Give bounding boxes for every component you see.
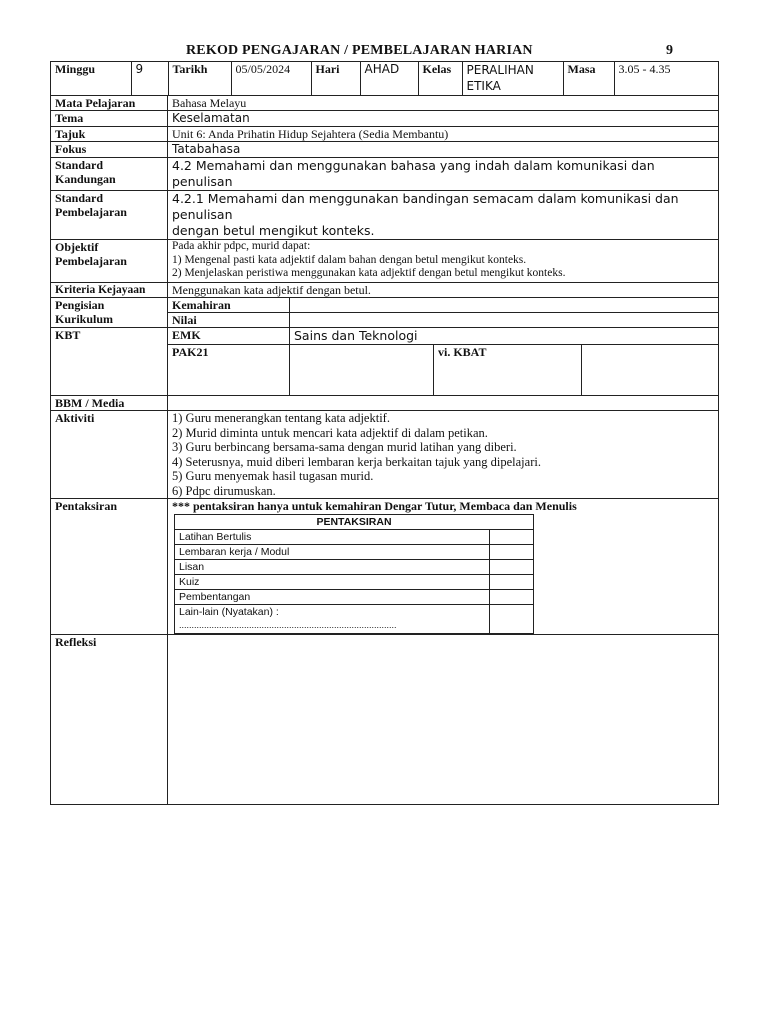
pentaksiran-note: *** pentaksiran hanya untuk kemahiran Dengar Tutur, Membaca dan Menulis [172, 499, 577, 513]
assessment-checkbox[interactable] [490, 575, 534, 590]
masa-value: 3.05 - 4.35 [614, 62, 719, 95]
pentaksiran-value [168, 499, 719, 635]
standard-pembelajaran-line-2: dengan betul mengikut konteks. [172, 223, 375, 238]
minggu-label: Minggu [51, 62, 131, 95]
aktiviti-item: 3) Guru berbincang bersama-sama dengan murid latihan yang diberi. [172, 440, 517, 454]
bbm-label: BBM / Media [51, 396, 168, 411]
hari-value: AHAD [360, 62, 418, 95]
pengisian-label [51, 298, 168, 328]
refleksi-value [168, 635, 719, 805]
objektif-item: 1) Mengenal pasti kata adjektif dalam bahan dengan betul mengikut konteks. [172, 253, 527, 266]
standard-pembelajaran-label-line-1: Standard [55, 191, 104, 205]
kelas-value [462, 62, 563, 95]
assessment-checkbox[interactable] [490, 530, 534, 545]
standard-pembelajaran-value [168, 191, 719, 240]
assessment-item: Lembaran kerja / Modul [175, 545, 490, 560]
assessment-item-lain-lain [175, 605, 490, 634]
pengisian-label-line-2: Kurikulum [55, 312, 114, 326]
bbm-value [168, 396, 719, 411]
standard-kandungan-label [51, 158, 168, 191]
lesson-record-table [50, 61, 719, 805]
objektif-intro: Pada akhir pdpc, murid dapat: [172, 240, 311, 252]
tema-value: Keselamatan [168, 111, 719, 127]
pentaksiran-table [174, 514, 534, 634]
kbt-label: KBT [51, 328, 168, 396]
kelas-label: Kelas [418, 62, 462, 95]
standard-pembelajaran-line-1: 4.2.1 Memahami dan menggunakan bandingan semacam dalam komunikasi dan penulisan [172, 191, 679, 222]
standard-kandungan-label-line-1: Standard [55, 158, 104, 172]
objektif-label [51, 240, 168, 283]
mata-pelajaran-label: Mata Pelajaran [51, 96, 168, 111]
standard-pembelajaran-label [51, 191, 168, 240]
pengisian-label-line-1: Pengisian [55, 298, 105, 312]
tajuk-label: Tajuk [51, 127, 168, 142]
assessment-item: Pembentangan [175, 590, 490, 605]
objektif-item: 2) Menjelaskan peristiwa menggunakan kata adjektif dengan betul mengikut konteks. [172, 267, 566, 279]
nilai-label: Nilai [168, 313, 290, 328]
aktiviti-item: 5) Guru menyemak hasil tugasan murid. [172, 469, 374, 483]
masa-label: Masa [563, 62, 614, 95]
refleksi-label: Refleksi [51, 635, 168, 805]
emk-label: EMK [168, 328, 290, 345]
kbat-value [582, 345, 719, 396]
tema-label: Tema [51, 111, 168, 127]
lain-lain-dots: ....................................................................................... [179, 620, 397, 630]
assessment-checkbox[interactable] [490, 605, 534, 634]
aktiviti-item: 6) Pdpc dirumuskan. [172, 483, 276, 498]
aktiviti-value [168, 411, 719, 499]
week-number: 9 [666, 43, 673, 58]
document-title: REKOD PENGAJARAN / PEMBELAJARAN HARIAN [186, 43, 533, 58]
kelas-value-line-2: ETIKA [466, 79, 501, 93]
objektif-label-line-2: Pembelajaran [55, 254, 127, 268]
aktiviti-item: 4) Seterusnya, muid diberi lembaran kerja berkaitan tajuk yang dipelajari. [172, 454, 541, 469]
tarikh-value: 05/05/2024 [231, 62, 311, 95]
assessment-checkbox[interactable] [490, 560, 534, 575]
aktiviti-item: 1) Guru menerangkan tentang kata adjektif. [172, 411, 390, 425]
fokus-label: Fokus [51, 142, 168, 158]
hari-label: Hari [311, 62, 360, 95]
minggu-value: 9 [131, 62, 168, 95]
objektif-value [168, 240, 719, 283]
fokus-value: Tatabahasa [168, 142, 719, 158]
assessment-item: Lisan [175, 560, 490, 575]
tajuk-value: Unit 6: Anda Prihatin Hidup Sejahtera (Sedia Membantu) [168, 127, 719, 142]
assessment-item: Kuiz [175, 575, 490, 590]
objektif-label-line-1: Objektif [55, 240, 99, 254]
pentaksiran-table-header: PENTAKSIRAN [175, 515, 534, 530]
kriteria-label: Kriteria Kejayaan [51, 283, 168, 298]
emk-value: Sains dan Teknologi [290, 328, 719, 345]
assessment-checkbox[interactable] [490, 545, 534, 560]
nilai-value [290, 313, 719, 328]
mata-pelajaran-value: Bahasa Melayu [168, 96, 719, 111]
standard-kandungan-value: 4.2 Memahami dan menggunakan bahasa yang indah dalam komunikasi dan penulisan [168, 158, 719, 191]
document-header [50, 43, 718, 61]
kriteria-value: Menggunakan kata adjektif dengan betul. [168, 283, 719, 298]
kelas-value-line-1: PERALIHAN [466, 63, 534, 77]
assessment-checkbox[interactable] [490, 590, 534, 605]
header-info-row [51, 62, 719, 96]
kemahiran-value [290, 298, 719, 313]
standard-pembelajaran-label-line-2: Pembelajaran [55, 205, 127, 219]
lain-lain-label: Lain-lain (Nyatakan) : [179, 606, 279, 618]
kemahiran-label: Kemahiran [168, 298, 290, 313]
pak21-value [290, 345, 434, 396]
assessment-item: Latihan Bertulis [175, 530, 490, 545]
pentaksiran-label: Pentaksiran [51, 499, 168, 635]
aktiviti-item: 2) Murid diminta untuk mencari kata adjektif di dalam petikan. [172, 425, 488, 440]
tarikh-label: Tarikh [168, 62, 231, 95]
standard-kandungan-label-line-2: Kandungan [55, 172, 116, 186]
pak21-label: PAK21 [168, 345, 290, 396]
aktiviti-label: Aktiviti [51, 411, 168, 499]
kbat-label: vi. KBAT [434, 345, 582, 396]
